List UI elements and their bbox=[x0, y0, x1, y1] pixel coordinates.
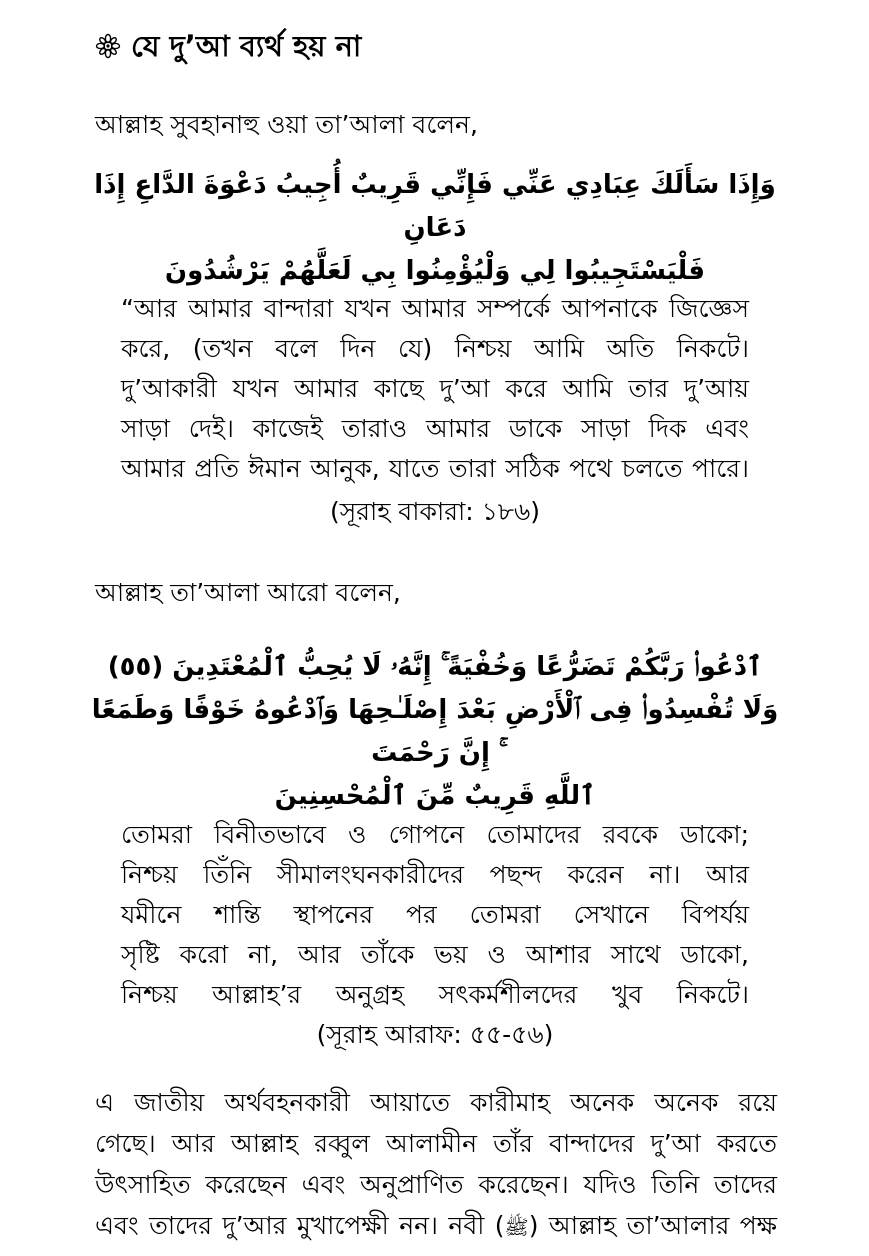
paragraph-text: ) আল্লাহ তা’আলার পক্ষ bbox=[528, 1211, 777, 1240]
translation-line: দু’আকারী যখন আমার কাছে দু’আ করে আমি তার দু’আয় bbox=[121, 374, 749, 403]
paragraph-text: এবং তাদের দু’আর মুখাপেক্ষী নন। নবী ( bbox=[95, 1211, 505, 1240]
arabic-line: وَلَا تُفْسِدُوا۟ فِى ٱلْأَرْضِ بَعْدَ إِصْلَـٰحِهَا وَٱدْعُوهُ خَوْفًا وَطَمَعًا ۚ إِنَّ رَحْمَتَ bbox=[91, 695, 779, 768]
paragraph-line bbox=[95, 1205, 777, 1248]
paragraph-line: উৎসাহিত করেছেন এবং অনুপ্রাণিত করেছেন। যদিও তিনি তাদের bbox=[95, 1170, 777, 1199]
translation-line: সৃষ্টি করো না, আর তাঁকে ভয় ও আশার সাথে ডাকো, bbox=[121, 940, 749, 969]
closing-paragraph bbox=[95, 1082, 777, 1248]
translation-1 bbox=[121, 289, 749, 489]
translation-line: আমার প্রতি ঈমান আনুক, যাতে তারা সঠিক পথে চলতে পারে। bbox=[121, 454, 749, 483]
arabic-verse-2 bbox=[90, 646, 780, 818]
section-heading bbox=[95, 26, 361, 66]
arabic-verse-1 bbox=[90, 164, 780, 293]
intro-text-2: আল্লাহ তা’আলা আরো বলেন, bbox=[95, 578, 401, 607]
paragraph-line: গেছে। আর আল্লাহ রব্বুল আলামীন তাঁর বান্দাদের দু’আ করতে bbox=[95, 1129, 777, 1158]
translation-line: তোমরা বিনীতভাবে ও গোপনে তোমাদের রবকে ডাকো; bbox=[121, 820, 749, 849]
arabic-line: ٱدْعُوا۟ رَبَّكُمْ تَضَرُّعًا وَخُفْيَةً ۚ إِنَّهُۥ لَا يُحِبُّ ٱلْمُعْتَدِينَ (٥٥) bbox=[107, 652, 763, 682]
heading-text: যে দু’আ ব্যর্থ হয় না bbox=[131, 29, 362, 63]
arabic-line: وَإِذَا سَأَلَكَ عِبَادِي عَنِّي فَإِنِّي قَرِيبٌ أُجِيبُ دَعْوَةَ الدَّاعِ إِذَا دَعَانِ bbox=[94, 170, 776, 243]
arabic-line: ٱللَّهِ قَرِيبٌ مِّنَ ٱلْمُحْسِنِينَ bbox=[274, 781, 596, 811]
salawat-symbol: ﷺ bbox=[504, 1215, 529, 1239]
surah-reference-2: (সূরাহ আরাফ: ৫৫-৫৬) bbox=[316, 1020, 554, 1049]
translation-line: নিশ্চয় আল্লাহ’র অনুগ্রহ সৎকর্মশীলদের খুব নিকটে। bbox=[121, 980, 749, 1009]
translation-line: সাড়া দেই। কাজেই তারাও আমার ডাকে সাড়া দিক এবং bbox=[121, 414, 749, 443]
translation-line: নিশ্চয় তিঁনি সীমালংঘনকারীদের পছন্দ করেন না। আর bbox=[121, 860, 749, 889]
arabic-line: فَلْيَسْتَجِيبُوا لِي وَلْيُؤْمِنُوا بِي لَعَلَّهُمْ يَرْشُدُونَ bbox=[164, 256, 706, 286]
translation-line: করে, (তখন বলে দিন যে) নিশ্চয় আমি অতি নিকটে। bbox=[121, 334, 749, 363]
flower-icon bbox=[95, 33, 121, 59]
translation-line: “আর আমার বান্দারা যখন আমার সম্পর্কে আপনাকে জিজ্ঞেস bbox=[121, 294, 749, 323]
intro-text-1: আল্লাহ সুবহানাহু ওয়া তা’আলা বলেন, bbox=[95, 110, 478, 139]
surah-reference-1: (সূরাহ বাকারা: ১৮৬) bbox=[329, 497, 541, 526]
translation-line: যমীনে শান্তি স্থাপনের পর তোমরা সেখানে বিপর্যয় bbox=[121, 900, 749, 929]
paragraph-line: এ জাতীয় অর্থবহনকারী আয়াতে কারীমাহ অনেক অনেক রয়ে bbox=[95, 1088, 777, 1117]
translation-2 bbox=[121, 815, 749, 1015]
